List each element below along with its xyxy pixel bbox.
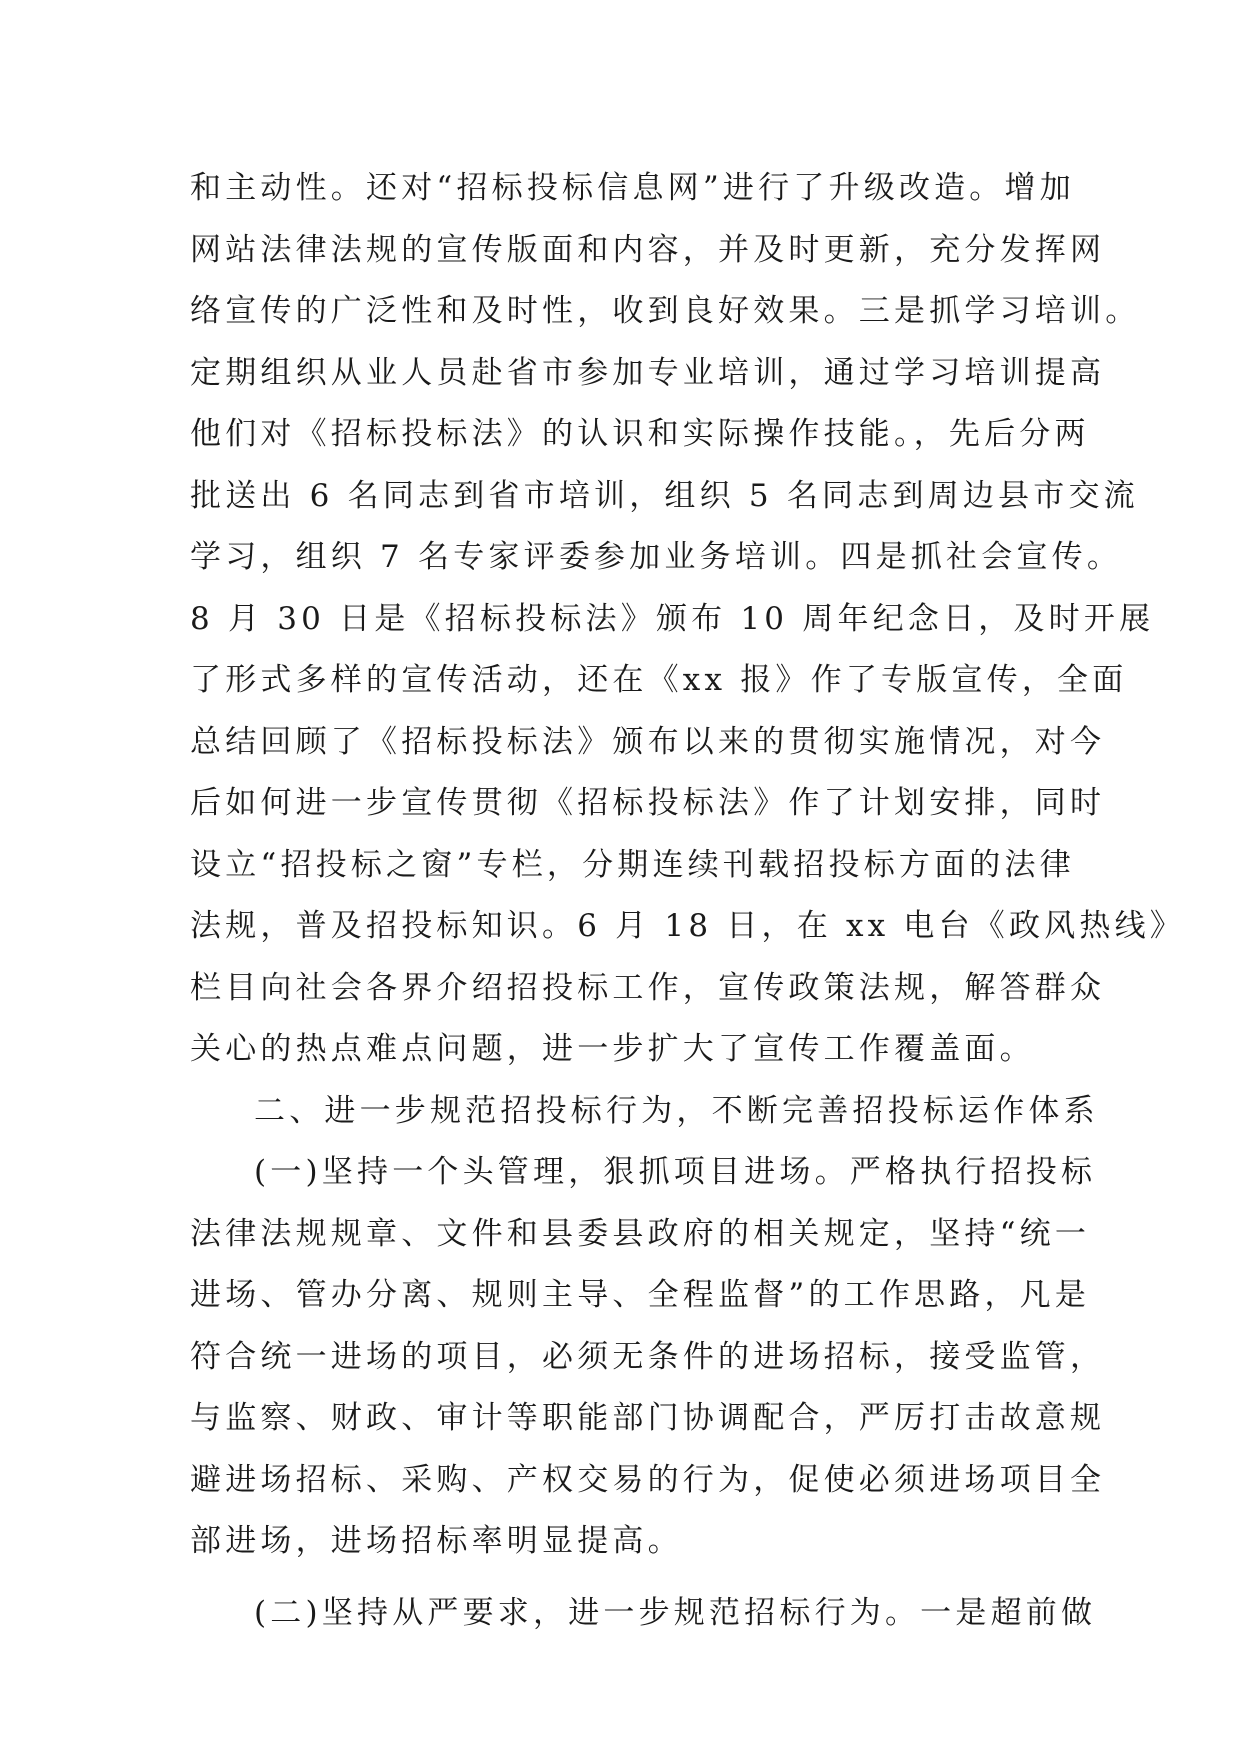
text-line: 设立“招投标之窗”专栏，分期连续刊载招投标方面的法律 (190, 846, 1075, 883)
text-line: 他们对《招标投标法》的认识和实际操作技能。，先后分两 (190, 416, 1090, 452)
text-line: 符合统一进场的项目，必须无条件的进场招标，接受监管， (190, 1338, 1106, 1375)
text-line: 络宣传的广泛性和及时性，收到良好效果。三是抓学习培训。 (190, 293, 1141, 329)
text-line: 网站法律法规的宣传版面和内容，并及时更新，充分发挥网 (190, 231, 1106, 268)
text-line: 栏目向社会各界介绍招投标工作，宣传政策法规，解答群众 (190, 969, 1106, 1006)
text-line: 法规，普及招投标知识。6 月 18 日，在 xx 电台《政风热线》 (190, 908, 1186, 944)
text-line: 进场、管办分离、规则主导、全程监督”的工作思路，凡是 (190, 1277, 1091, 1313)
text-line: 总结回顾了《招标投标法》颁布以来的贯彻实施情况，对今 (190, 723, 1106, 760)
text-line: (一)坚持一个头管理，狠抓项目进场。严格执行招投标 (254, 1154, 1097, 1190)
text-line: 批送出 6 名同志到省市培训，组织 5 名同志到周边县市交流 (190, 477, 1139, 514)
text-line: 关心的热点难点问题，进一步扩大了宣传工作覆盖面。 (190, 1031, 1035, 1067)
text-line: 学习，组织 7 名专家评委参加业务培训。四是抓社会宣传。 (190, 539, 1123, 575)
text-line: 和主动性。还对“招标投标信息网”进行了升级改造。增加 (190, 170, 1075, 206)
text-line: (二)坚持从严要求，进一步规范招标行为。一是超前做 (254, 1594, 1097, 1631)
text-line: 部进场，进场招标率明显提高。 (190, 1523, 683, 1559)
text-line: 定期组织从业人员赴省市参加专业培训，通过学习培训提高 (190, 354, 1106, 391)
text-line: 与监察、财政、审计等职能部门协调配合，严厉打击故意规 (190, 1400, 1106, 1436)
text-line: 后如何进一步宣传贯彻《招标投标法》作了计划安排，同时 (190, 785, 1106, 821)
body-text (190, 158, 1186, 1644)
text-line: 8 月 30 日是《招标投标法》颁布 10 周年纪念日，及时开展 (190, 600, 1155, 637)
text-line: 避进场招标、采购、产权交易的行为，促使必须进场项目全 (190, 1461, 1106, 1498)
text-line: 了形式多样的宣传活动，还在《xx 报》作了专版宣传，全面 (190, 662, 1128, 698)
text-line: 法律法规规章、文件和县委县政府的相关规定，坚持“统一 (190, 1215, 1091, 1252)
section-heading: 二、进一步规范招投标行为，不断完善招投标运作体系 (254, 1092, 1099, 1129)
